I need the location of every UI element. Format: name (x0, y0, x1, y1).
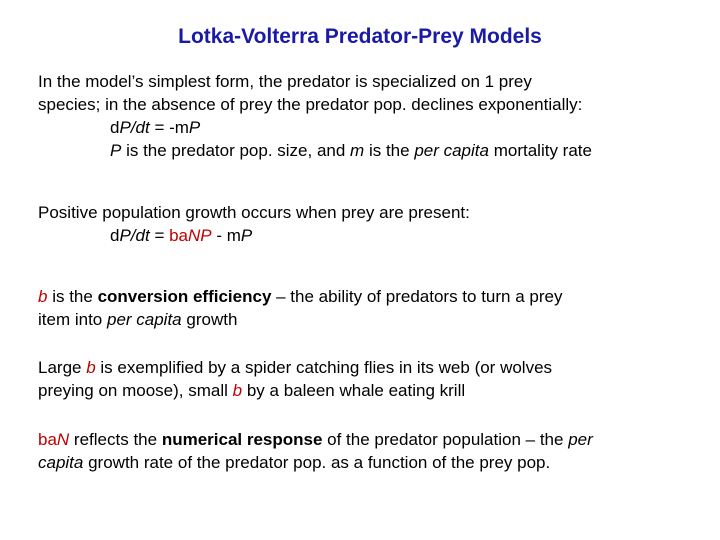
text-line: item into per capita growth (38, 310, 238, 329)
text-line: capita growth rate of the predator pop. as a function of the prey pop. (38, 453, 551, 472)
definition-line: P is the predator pop. size, and m is the per capita mortality rate (110, 141, 592, 160)
paragraph-large-b (38, 356, 713, 402)
equation-decline: dP/dt = -mP (110, 118, 201, 137)
text-line: Large b is exemplified by a spider catching flies in its web (or wolves (38, 358, 553, 377)
paragraph-conversion-efficiency (38, 285, 713, 331)
paragraph-simplest-form (38, 70, 713, 162)
text-line: b is the conversion efficiency – the ability of predators to turn a prey (38, 287, 563, 306)
paragraph-numerical-response (38, 428, 713, 474)
slide-title: Lotka-Volterra Predator-Prey Models (178, 25, 542, 48)
equation-growth: dP/dt = baNP - mP (110, 226, 253, 245)
paragraph-positive-growth (38, 201, 713, 247)
text-line: species; in the absence of prey the predator pop. declines exponentially: (38, 95, 583, 114)
text-line: Positive population growth occurs when prey are present: (38, 203, 470, 222)
text-line: baN reflects the numerical response of the predator population – the per (38, 430, 593, 449)
text-line: In the model’s simplest form, the predator is specialized on 1 prey (38, 72, 532, 91)
text-line: preying on moose), small b by a baleen whale eating krill (38, 381, 466, 400)
